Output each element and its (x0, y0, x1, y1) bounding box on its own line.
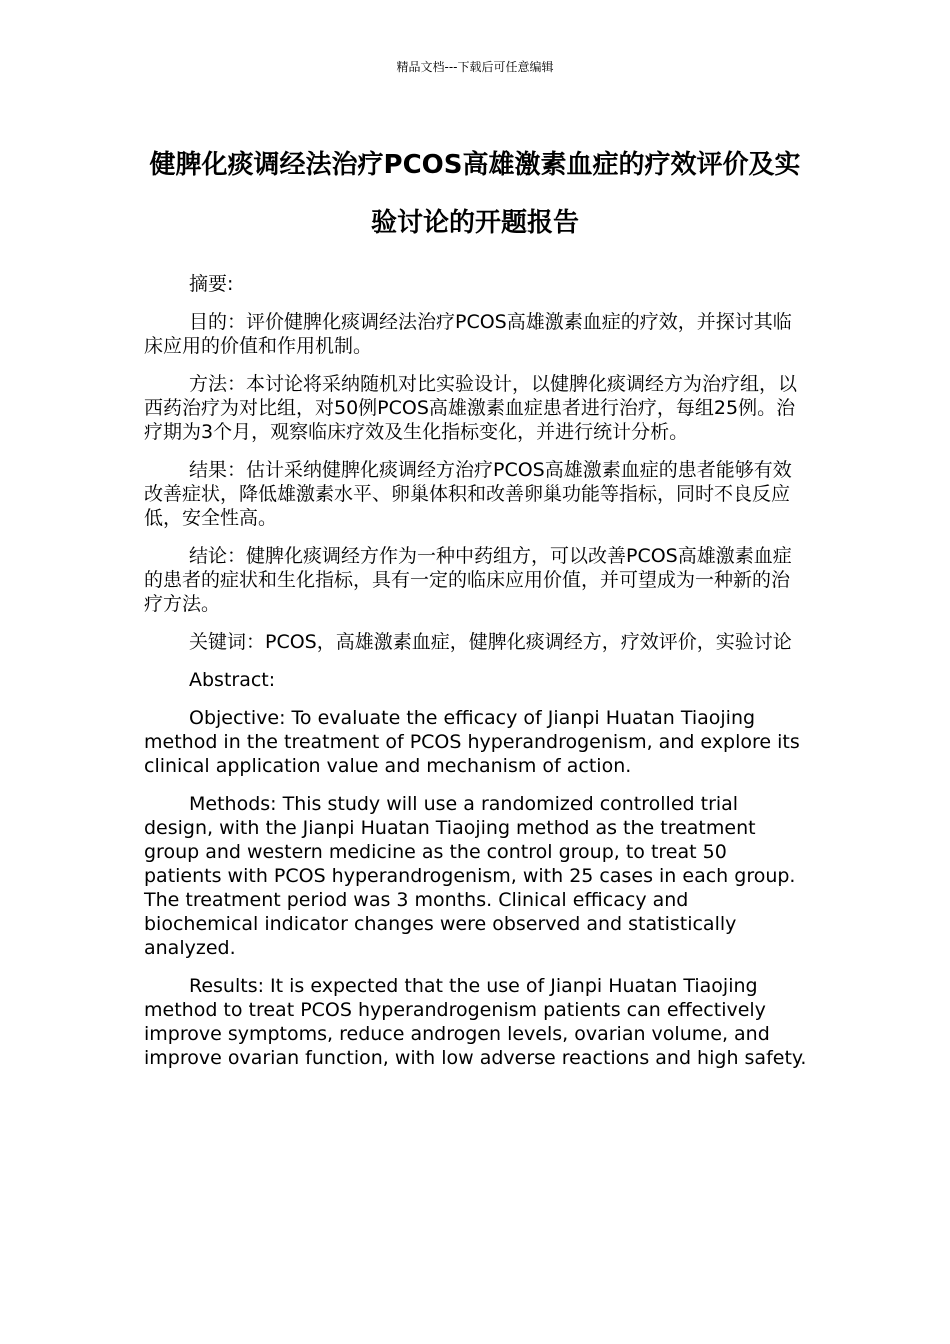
methods-en: Methods: This study will use a randomized controlled trial design, with the Jianpi Huatan Tiaojing method as the treatment group and western medicine as the control group, to treat 50 patients with PCOS hyperandrogenism, with 25 cases in each group. The treatment period was 3 months. Clinical efficacy and biochemical indicator changes were observed and statistically analyzed. (144, 793, 796, 959)
objective-en: Objective: To evaluate the efficacy of Jianpi Huatan Tiaojing method in the treatment of PCOS hyperandrogenism, and explore its clinical application value and mechanism of action. (144, 707, 800, 777)
document-title: 健脾化痰调经法治疗PCOS高雄激素血症的疗效评价及实验讨论的开题报告 (149, 150, 801, 238)
abstract-label-en: Abstract: (189, 669, 276, 691)
results-en: Results: It is expected that the use of Jianpi Huatan Tiaojing method to treat PCOS hyperandrogenism patients can effectively improve symptoms, reduce androgen levels, ovarian volume, and improve ovarian function, with low adverse reactions and high safety. (144, 975, 807, 1069)
conclusion-cn: 结论：健脾化痰调经方作为一种中药组方，可以改善PCOS高雄激素血症的患者的症状和生化指标，具有一定的临床应用价值，并可望成为一种新的治疗方法。 (144, 545, 792, 615)
results-cn: 结果：估计采纳健脾化痰调经方治疗PCOS高雄激素血症的患者能够有效改善症状，降低雄激素水平、卵巢体积和改善卵巢功能等指标，同时不良反应低，安全性高。 (144, 459, 792, 529)
header-note: 精品文档---下载后可任意编辑 (396, 60, 554, 74)
methods-cn: 方法：本讨论将采纳随机对比实验设计，以健脾化痰调经方为治疗组，以西药治疗为对比组，对50例PCOS高雄激素血症患者进行治疗，每组25例。治疗期为3个月，观察临床疗效及生化指标变化，并进行统计分析。 (144, 373, 798, 443)
abstract-label-cn: 摘要: (189, 273, 234, 295)
document-body (144, 272, 808, 1084)
objective-cn: 目的：评价健脾化痰调经法治疗PCOS高雄激素血症的疗效，并探讨其临床应用的价值和作用机制。 (144, 311, 792, 357)
keywords-cn: 关键词：PCOS，高雄激素血症，健脾化痰调经方，疗效评价，实验讨论 (189, 631, 792, 653)
